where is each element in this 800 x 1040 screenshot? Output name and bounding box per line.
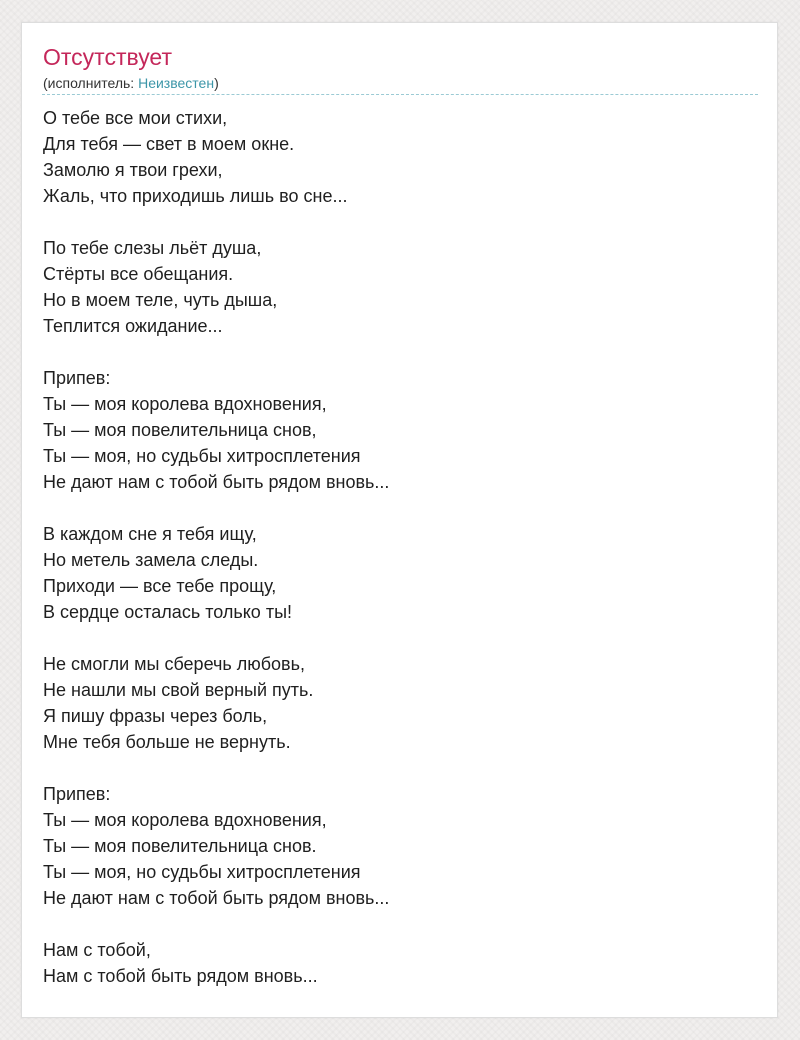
artist-suffix: )	[214, 75, 219, 91]
lyric-line: Я пишу фразы через боль,	[43, 706, 268, 726]
lyric-line: По тебе слезы льёт душа,	[43, 238, 262, 258]
lyric-line: Не нашли мы свой верный путь.	[43, 680, 314, 700]
lyric-line: Ты — моя повелительница снов,	[43, 420, 317, 440]
lyric-line: Но метель замела следы.	[43, 550, 259, 570]
stanza-break	[43, 339, 759, 365]
stanza-break	[43, 209, 759, 235]
lyric-line: Ты — моя, но судьбы хитросплетения	[43, 446, 361, 466]
artist-prefix: (исполнитель:	[43, 75, 139, 91]
stanza-break	[43, 495, 759, 521]
lyric-line: Для тебя — свет в моем окне.	[43, 134, 295, 154]
lyric-line: Но в моем теле, чуть дыша,	[43, 290, 278, 310]
lyric-line: Ты — моя, но судьбы хитросплетения	[43, 862, 361, 882]
artist-link[interactable]: Неизвестен	[138, 75, 215, 91]
lyric-line: Стёрты все обещания.	[43, 264, 234, 284]
lyric-line: Припев:	[43, 784, 111, 804]
stanza-break	[43, 755, 759, 781]
lyric-line: Приходи — все тебе прощу,	[43, 576, 277, 596]
lyric-line: В каждом сне я тебя ищу,	[43, 524, 257, 544]
lyric-line: Нам с тобой быть рядом вновь...	[43, 966, 318, 986]
lyric-line: Замолю я твои грехи,	[43, 160, 223, 180]
artist-line	[43, 74, 219, 92]
lyric-line: Жаль, что приходишь лишь во сне...	[43, 186, 348, 206]
lyric-line: Ты — моя королева вдохновения,	[43, 810, 327, 830]
lyric-line: Не дают нам с тобой быть рядом вновь...	[43, 888, 390, 908]
lyric-line: Не дают нам с тобой быть рядом вновь...	[43, 472, 390, 492]
lyric-line: Ты — моя повелительница снов.	[43, 836, 317, 856]
lyric-line: Не смогли мы сберечь любовь,	[43, 654, 306, 674]
lyric-line: Припев:	[43, 368, 111, 388]
lyric-line: Мне тебя больше не вернуть.	[43, 732, 291, 752]
lyrics-text	[43, 105, 759, 989]
lyrics-card	[21, 22, 778, 1018]
lyric-line: О тебе все мои стихи,	[43, 108, 228, 128]
title-divider	[42, 94, 758, 95]
lyric-line: Ты — моя королева вдохновения,	[43, 394, 327, 414]
lyric-line: Теплится ожидание...	[43, 316, 223, 336]
song-title: Отсутствует	[43, 44, 172, 70]
lyric-line: Нам с тобой,	[43, 940, 151, 960]
stanza-break	[43, 625, 759, 651]
stanza-break	[43, 911, 759, 937]
lyric-line: В сердце осталась только ты!	[43, 602, 293, 622]
